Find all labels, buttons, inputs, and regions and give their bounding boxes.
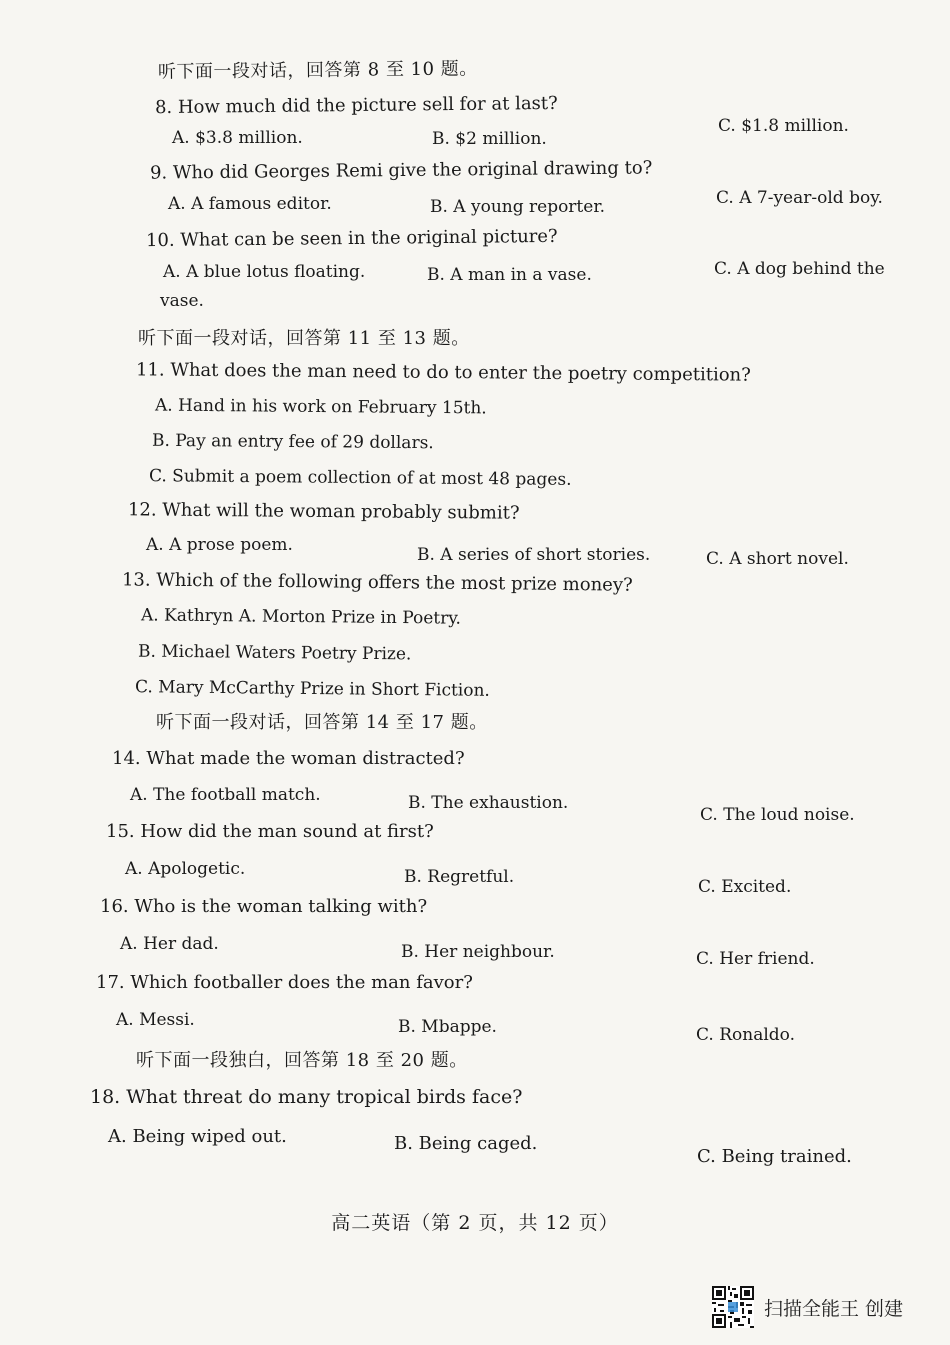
option-8a: A. $3.8 million. — [172, 128, 303, 148]
option-9a: A. A famous editor. — [168, 194, 332, 214]
option-16b: B. Her neighbour. — [401, 942, 555, 962]
option-11a: A. Hand in his work on February 15th. — [154, 395, 487, 419]
option-17b: B. Mbappe. — [398, 1017, 497, 1037]
option-12b: B. A series of short stories. — [417, 545, 651, 565]
option-12a: A. A prose poem. — [146, 535, 293, 555]
page-footer: 高二英语（第 2 页，共 12 页） — [331, 1212, 619, 1234]
question-15: 15. How did the man sound at first? — [106, 821, 434, 842]
question-10: 10. What can be seen in the original picture? — [145, 225, 558, 252]
question-8: 8. How much did the picture sell for at last? — [154, 92, 558, 119]
question-12: 12. What will the woman probably submit? — [127, 499, 520, 524]
option-17c: C. Ronaldo. — [696, 1025, 795, 1045]
option-16a: A. Her dad. — [120, 934, 219, 954]
option-18c: C. Being trained. — [697, 1146, 852, 1167]
option-14b: B. The exhaustion. — [408, 793, 569, 813]
question-14: 14. What made the woman distracted? — [112, 748, 465, 769]
question-18: 18. What threat do many tropical birds face? — [90, 1086, 523, 1108]
question-9: 9. Who did Georges Remi give the original drawing to? — [149, 157, 653, 184]
option-8b: B. $2 million. — [432, 129, 547, 149]
question-11: 11. What does the man need to do to enter the poetry competition? — [135, 359, 751, 386]
option-11c: C. Submit a poem collection of at most 48 pages. — [148, 466, 572, 490]
question-16: 16. Who is the woman talking with? — [100, 896, 428, 917]
option-9c: C. A 7-year-old boy. — [716, 188, 883, 208]
option-17a: A. Messi. — [116, 1010, 195, 1030]
question-13: 13. Which of the following offers the most prize money? — [121, 569, 633, 596]
option-12c: C. A short novel. — [706, 549, 849, 569]
question-17: 17. Which footballer does the man favor? — [96, 972, 473, 993]
option-14a: A. The football match. — [130, 785, 321, 805]
option-18b: B. Being caged. — [394, 1133, 538, 1154]
section-instruction-11-13: 听下面一段对话，回答第 11 至 13 题。 — [138, 328, 470, 349]
option-14c: C. The loud noise. — [700, 805, 855, 825]
option-10c-continued: vase. — [160, 291, 204, 311]
section-instruction-18-20: 听下面一段独白，回答第 18 至 20 题。 — [136, 1050, 468, 1071]
option-15a: A. Apologetic. — [125, 859, 246, 879]
section-instruction-8-10: 听下面一段对话，回答第 8 至 10 题。 — [157, 58, 478, 83]
option-9b: B. A young reporter. — [430, 197, 605, 217]
option-8c: C. $1.8 million. — [718, 116, 849, 136]
option-18a: A. Being wiped out. — [108, 1126, 287, 1147]
scanner-watermark — [712, 1286, 950, 1328]
option-15b: B. Regretful. — [404, 867, 515, 887]
option-13c: C. Mary McCarthy Prize in Short Fiction. — [134, 677, 490, 701]
option-16c: C. Her friend. — [696, 949, 815, 969]
option-10b: B. A man in a vase. — [427, 265, 592, 285]
option-13b: B. Michael Waters Poetry Prize. — [137, 641, 412, 665]
scanner-label: 扫描全能王 创建 — [764, 1298, 904, 1320]
qr-code-icon — [712, 1286, 754, 1328]
option-13a: A. Kathryn A. Morton Prize in Poetry. — [140, 605, 462, 629]
option-15c: C. Excited. — [698, 877, 792, 897]
option-10c: C. A dog behind the — [714, 259, 885, 279]
section-instruction-14-17: 听下面一段对话，回答第 14 至 17 题。 — [156, 712, 488, 733]
option-10a: A. A blue lotus floating. — [163, 262, 366, 282]
option-11b: B. Pay an entry fee of 29 dollars. — [151, 430, 434, 454]
